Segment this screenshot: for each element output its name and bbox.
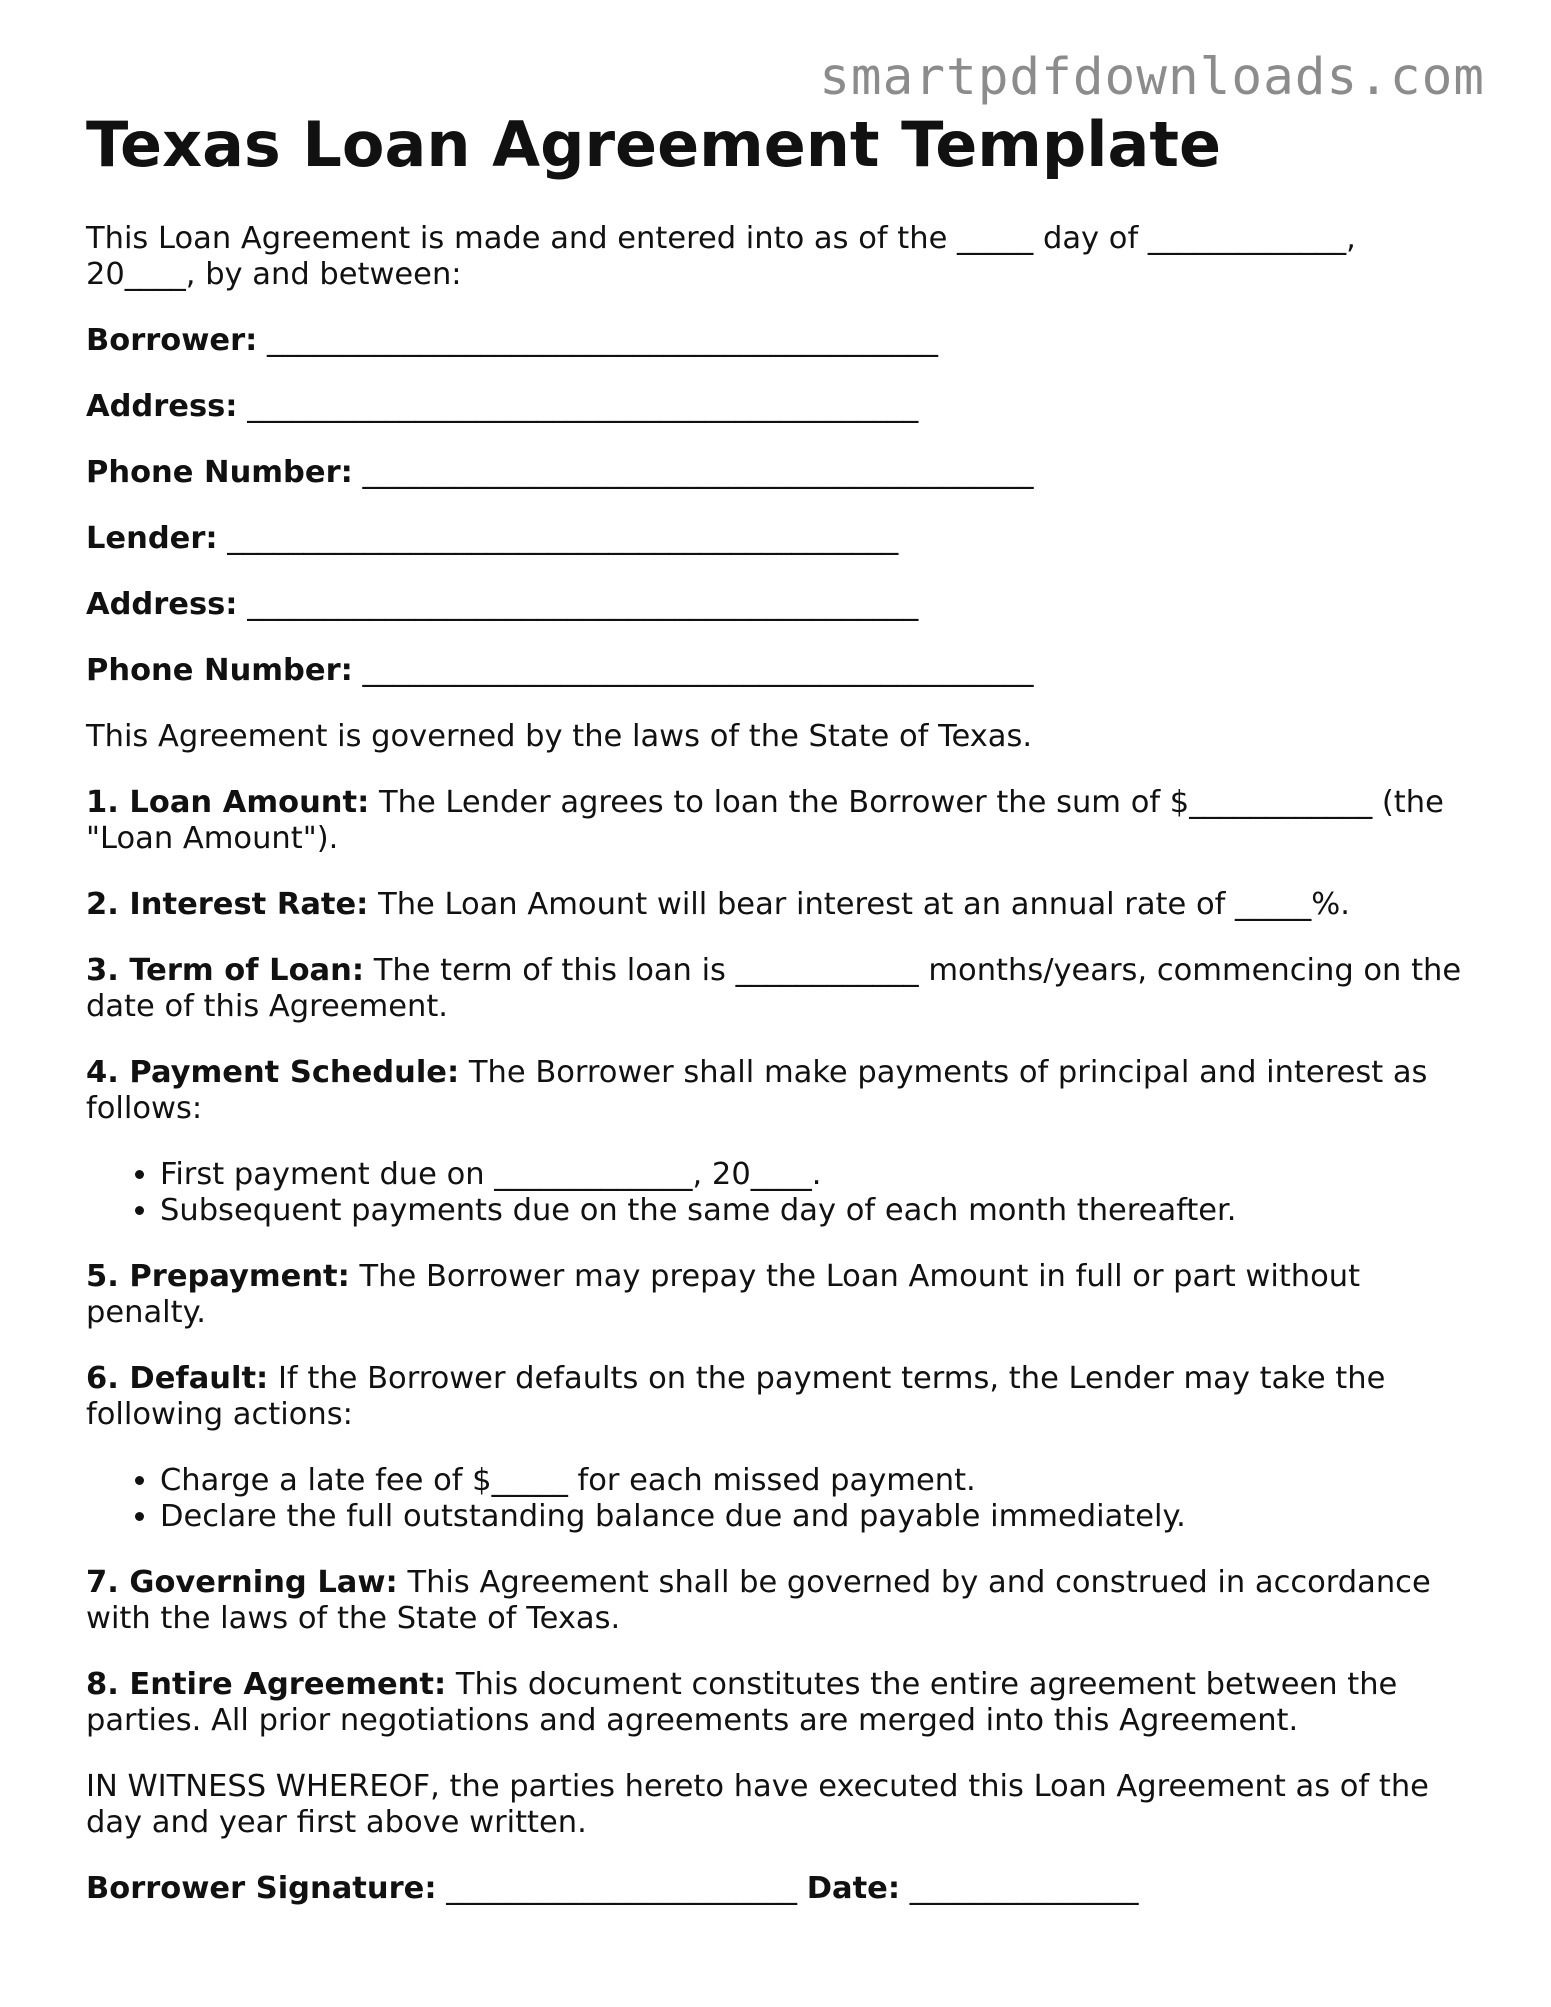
section-heading: 3. Term of Loan: bbox=[86, 953, 365, 989]
field-blank: ____________________________________________ bbox=[227, 521, 899, 557]
signature-label: Borrower Signature: bbox=[86, 1871, 437, 1907]
field-blank: ____________________________________________ bbox=[247, 587, 919, 623]
section-text: The Borrower shall make payments of principal and interest as follows: bbox=[86, 1055, 1428, 1127]
section-entire-agreement bbox=[86, 1667, 1466, 1739]
field-lender-address bbox=[86, 587, 1466, 623]
section-heading: 5. Prepayment: bbox=[86, 1259, 350, 1295]
section-interest-rate bbox=[86, 887, 1466, 923]
section-text: The Loan Amount will bear interest at an annual rate of _____%. bbox=[378, 887, 1350, 923]
field-borrower-address bbox=[86, 389, 1466, 425]
section-text: This document constitutes the entire agreement between the parties. All prior negotiations and agreements are merged into this Agreement. bbox=[86, 1667, 1398, 1739]
list-item: • Subsequent payments due on the same day of each month thereafter. bbox=[160, 1193, 1466, 1229]
section-default bbox=[86, 1361, 1466, 1433]
list-item: • Charge a late fee of $_____ for each missed payment. bbox=[160, 1463, 1466, 1499]
field-label: Address: bbox=[86, 587, 238, 623]
section-text: The Borrower may prepay the Loan Amount in full or part without penalty. bbox=[86, 1259, 1361, 1331]
section-prepayment bbox=[86, 1259, 1466, 1331]
field-blank: ____________________________________________ bbox=[362, 455, 1034, 491]
field-label: Lender: bbox=[86, 521, 218, 557]
field-borrower-phone bbox=[86, 455, 1466, 491]
payment-schedule-list bbox=[86, 1157, 1466, 1229]
signature-line bbox=[86, 1871, 1466, 1907]
governed-statement: This Agreement is governed by the laws of the State of Texas. bbox=[86, 719, 1033, 755]
section-heading: 4. Payment Schedule: bbox=[86, 1055, 460, 1091]
document-page bbox=[86, 108, 1466, 1907]
date-blank: _______________ bbox=[909, 1871, 1139, 1907]
field-label: Phone Number: bbox=[86, 653, 353, 689]
section-text: This Agreement shall be governed by and construed in accordance with the laws of the State of Texas. bbox=[86, 1565, 1431, 1637]
section-heading: 2. Interest Rate: bbox=[86, 887, 369, 923]
field-label: Address: bbox=[86, 389, 238, 425]
section-text: The term of this loan is ____________ months/years, commencing on the date of this Agreement. bbox=[86, 953, 1462, 1025]
field-blank: ____________________________________________ bbox=[247, 389, 919, 425]
section-text: The Lender agrees to loan the Borrower the sum of $____________ (the "Loan Amount"). bbox=[86, 785, 1444, 857]
list-item: • First payment due on _____________, 20____. bbox=[160, 1157, 1466, 1193]
section-payment-schedule bbox=[86, 1055, 1466, 1127]
section-heading: 6. Default: bbox=[86, 1361, 269, 1397]
page-title: Texas Loan Agreement Template bbox=[86, 108, 1222, 181]
field-label: Phone Number: bbox=[86, 455, 353, 491]
field-blank: ____________________________________________ bbox=[362, 653, 1034, 689]
section-governing-law bbox=[86, 1565, 1466, 1637]
section-text: If the Borrower defaults on the payment terms, the Lender may take the following actions: bbox=[86, 1361, 1386, 1433]
section-heading: 8. Entire Agreement: bbox=[86, 1667, 447, 1703]
section-heading: 7. Governing Law: bbox=[86, 1565, 398, 1601]
field-label: Borrower: bbox=[86, 323, 258, 359]
section-term-of-loan bbox=[86, 953, 1466, 1025]
list-item: • Declare the full outstanding balance due and payable immediately. bbox=[160, 1499, 1466, 1535]
signature-blank: _______________________ bbox=[446, 1871, 797, 1907]
witness-statement: IN WITNESS WHEREOF, the parties hereto have executed this Loan Agreement as of the day and year first above written. bbox=[86, 1769, 1429, 1841]
field-lender-phone bbox=[86, 653, 1466, 689]
date-label: Date: bbox=[806, 1871, 901, 1907]
watermark: smartpdfdownloads.com bbox=[819, 48, 1485, 107]
section-heading: 1. Loan Amount: bbox=[86, 785, 370, 821]
section-loan-amount bbox=[86, 785, 1466, 857]
field-blank: ____________________________________________ bbox=[267, 323, 939, 359]
field-lender bbox=[86, 521, 1466, 557]
default-actions-list bbox=[86, 1463, 1466, 1535]
intro-paragraph: This Loan Agreement is made and entered into as of the _____ day of _____________, 20____, by and between: bbox=[86, 221, 1356, 293]
field-borrower bbox=[86, 323, 1466, 359]
